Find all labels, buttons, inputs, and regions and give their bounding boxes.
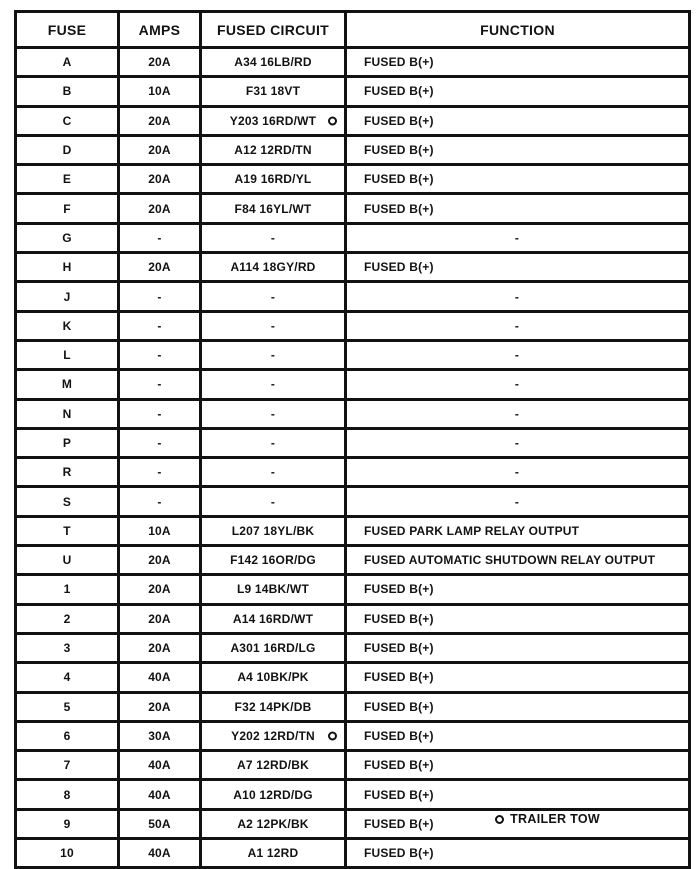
function-cell: FUSED B(+) — [346, 839, 690, 868]
table-row — [16, 516, 690, 545]
circuit-label: Y203 16RD/WT — [229, 113, 317, 128]
fuse-id-cell: R — [16, 458, 119, 487]
circuit-cell — [201, 692, 346, 721]
function-cell: FUSED B(+) — [346, 780, 690, 809]
amps-cell: - — [119, 340, 201, 369]
circuit-label: A301 16RD/LG — [230, 641, 316, 656]
circuit-cell — [201, 575, 346, 604]
fuse-id-cell: F — [16, 194, 119, 223]
amps-cell: 20A — [119, 575, 201, 604]
legend-label: TRAILER TOW — [510, 812, 600, 826]
amps-cell: 20A — [119, 165, 201, 194]
amps-cell: 40A — [119, 663, 201, 692]
circuit-label: - — [270, 377, 276, 392]
circuit-cell — [201, 370, 346, 399]
fuse-id-cell: 7 — [16, 751, 119, 780]
circuit-label: A114 18GY/RD — [230, 260, 316, 275]
circuit-cell — [201, 311, 346, 340]
function-cell: FUSED B(+) — [346, 633, 690, 662]
trailer-tow-icon — [328, 116, 337, 125]
fuse-id-cell: 10 — [16, 839, 119, 868]
circuit-cell — [201, 780, 346, 809]
table-row — [16, 282, 690, 311]
function-cell: FUSED B(+) — [346, 194, 690, 223]
fuse-id-cell: K — [16, 311, 119, 340]
circuit-label: - — [270, 348, 276, 363]
header-row — [16, 12, 690, 48]
fuse-id-cell: 2 — [16, 604, 119, 633]
function-cell: FUSED B(+) — [346, 77, 690, 106]
circuit-label: - — [270, 230, 276, 245]
circuit-label: A10 12RD/DG — [233, 787, 313, 802]
fuse-table — [14, 10, 691, 869]
amps-cell: 20A — [119, 692, 201, 721]
amps-cell: 20A — [119, 194, 201, 223]
circuit-cell — [201, 663, 346, 692]
amps-cell: - — [119, 370, 201, 399]
fuse-id-cell: N — [16, 399, 119, 428]
circuit-cell — [201, 194, 346, 223]
function-cell: FUSED B(+) — [346, 751, 690, 780]
circuit-cell — [201, 340, 346, 369]
fuse-id-cell: 9 — [16, 809, 119, 838]
fuse-id-cell: J — [16, 282, 119, 311]
circuit-label: A4 10BK/PK — [237, 670, 309, 685]
amps-cell: 40A — [119, 839, 201, 868]
circuit-cell — [201, 428, 346, 457]
circuit-cell — [201, 458, 346, 487]
table-row — [16, 311, 690, 340]
function-cell: FUSED B(+) — [346, 135, 690, 164]
circuit-label: Y202 12RD/TN — [231, 728, 315, 743]
function-cell: FUSED B(+) — [346, 106, 690, 135]
legend — [14, 812, 688, 826]
circuit-label: A14 16RD/WT — [232, 611, 314, 626]
function-cell: FUSED B(+) — [346, 253, 690, 282]
amps-cell: 20A — [119, 106, 201, 135]
amps-cell: 40A — [119, 780, 201, 809]
amps-cell: - — [119, 428, 201, 457]
function-cell: - — [346, 311, 690, 340]
circuit-cell — [201, 546, 346, 575]
fuse-id-cell: T — [16, 516, 119, 545]
circuit-cell — [201, 106, 346, 135]
circuit-cell — [201, 839, 346, 868]
fuse-id-cell: D — [16, 135, 119, 164]
fuse-id-cell: B — [16, 77, 119, 106]
header-fuse: FUSE — [16, 12, 119, 48]
circuit-cell — [201, 253, 346, 282]
amps-cell: 20A — [119, 48, 201, 77]
table-row — [16, 751, 690, 780]
table-row — [16, 399, 690, 428]
amps-cell: 10A — [119, 516, 201, 545]
fuse-id-cell: H — [16, 253, 119, 282]
amps-cell: 50A — [119, 809, 201, 838]
table-row — [16, 721, 690, 750]
table-row — [16, 253, 690, 282]
circuit-cell — [201, 604, 346, 633]
circuit-label: A19 16RD/YL — [234, 172, 312, 187]
function-cell: FUSED AUTOMATIC SHUTDOWN RELAY OUTPUT — [346, 546, 690, 575]
fuse-id-cell: A — [16, 48, 119, 77]
circuit-label: A1 12RD — [247, 846, 299, 861]
function-cell: FUSED B(+) — [346, 721, 690, 750]
circuit-label: F84 16YL/WT — [234, 201, 312, 216]
fuse-id-cell: 5 — [16, 692, 119, 721]
table-row — [16, 663, 690, 692]
circuit-label: - — [270, 406, 276, 421]
table-row — [16, 135, 690, 164]
circuit-cell — [201, 751, 346, 780]
table-row — [16, 575, 690, 604]
amps-cell: - — [119, 311, 201, 340]
circuit-label: - — [270, 494, 276, 509]
amps-cell: - — [119, 458, 201, 487]
circuit-label: F32 14PK/DB — [234, 699, 312, 714]
header-circuit: FUSED CIRCUIT — [201, 12, 346, 48]
header-amps: AMPS — [119, 12, 201, 48]
circuit-label: A34 16LB/RD — [234, 55, 312, 70]
function-cell: FUSED B(+) — [346, 604, 690, 633]
circuit-cell — [201, 516, 346, 545]
circuit-cell — [201, 633, 346, 662]
fuse-id-cell: 1 — [16, 575, 119, 604]
table-row — [16, 194, 690, 223]
function-cell: - — [346, 399, 690, 428]
circuit-label: A2 12PK/BK — [237, 816, 309, 831]
function-cell: FUSED B(+) — [346, 48, 690, 77]
fuse-id-cell: E — [16, 165, 119, 194]
table-row — [16, 604, 690, 633]
fuse-id-cell: L — [16, 340, 119, 369]
circuit-cell — [201, 487, 346, 516]
circuit-label: L9 14BK/WT — [236, 582, 309, 597]
circuit-label: - — [270, 465, 276, 480]
table-row — [16, 48, 690, 77]
table-row — [16, 106, 690, 135]
amps-cell: 20A — [119, 604, 201, 633]
table-row — [16, 428, 690, 457]
circuit-cell — [201, 135, 346, 164]
fuse-table-body — [16, 48, 690, 868]
circuit-label: - — [270, 318, 276, 333]
function-cell: - — [346, 223, 690, 252]
amps-cell: 10A — [119, 77, 201, 106]
fuse-id-cell: U — [16, 546, 119, 575]
circuit-label: - — [270, 436, 276, 450]
table-row — [16, 633, 690, 662]
circuit-cell — [201, 165, 346, 194]
circuit-label: F142 16OR/DG — [230, 553, 316, 568]
function-cell: FUSED B(+) — [346, 575, 690, 604]
fuse-id-cell: 8 — [16, 780, 119, 809]
fuse-id-cell: G — [16, 223, 119, 252]
table-row — [16, 692, 690, 721]
table-row — [16, 165, 690, 194]
circuit-cell — [201, 223, 346, 252]
circuit-label: A7 12RD/BK — [236, 758, 310, 773]
fuse-table-header — [16, 12, 690, 48]
function-cell: FUSED PARK LAMP RELAY OUTPUT — [346, 516, 690, 545]
fuse-id-cell: P — [16, 428, 119, 457]
circuit-cell — [201, 77, 346, 106]
table-row — [16, 458, 690, 487]
function-cell: FUSED B(+) — [346, 692, 690, 721]
amps-cell: 20A — [119, 546, 201, 575]
trailer-tow-icon — [328, 731, 337, 740]
function-cell: - — [346, 428, 690, 457]
fuse-id-cell: 6 — [16, 721, 119, 750]
table-row — [16, 546, 690, 575]
function-cell: FUSED B(+) — [346, 663, 690, 692]
table-row — [16, 370, 690, 399]
circuit-label: - — [270, 289, 276, 304]
function-cell: - — [346, 458, 690, 487]
circuit-cell — [201, 282, 346, 311]
amps-cell: - — [119, 223, 201, 252]
circuit-label: L207 18YL/BK — [231, 523, 315, 538]
table-row — [16, 340, 690, 369]
trailer-tow-icon — [495, 815, 504, 824]
fuse-table-container — [14, 10, 691, 869]
fuse-id-cell: C — [16, 106, 119, 135]
function-cell: - — [346, 282, 690, 311]
circuit-label: F31 18VT — [245, 84, 301, 99]
function-cell: - — [346, 487, 690, 516]
fuse-id-cell: 4 — [16, 663, 119, 692]
amps-cell: - — [119, 399, 201, 428]
function-cell: FUSED B(+) — [346, 165, 690, 194]
table-row — [16, 223, 690, 252]
amps-cell: 20A — [119, 633, 201, 662]
circuit-cell — [201, 721, 346, 750]
function-cell: - — [346, 340, 690, 369]
function-cell: FUSED B(+) — [346, 809, 690, 838]
amps-cell: 40A — [119, 751, 201, 780]
header-function: FUNCTION — [346, 12, 690, 48]
function-cell: - — [346, 370, 690, 399]
table-row — [16, 77, 690, 106]
amps-cell: 30A — [119, 721, 201, 750]
circuit-cell — [201, 399, 346, 428]
table-row — [16, 487, 690, 516]
amps-cell: 20A — [119, 253, 201, 282]
fuse-id-cell: M — [16, 370, 119, 399]
amps-cell: - — [119, 487, 201, 516]
fuse-id-cell: S — [16, 487, 119, 516]
amps-cell: - — [119, 282, 201, 311]
circuit-cell — [201, 48, 346, 77]
table-row — [16, 780, 690, 809]
fuse-id-cell: 3 — [16, 633, 119, 662]
amps-cell: 20A — [119, 135, 201, 164]
table-row — [16, 839, 690, 868]
circuit-label: A12 12RD/TN — [234, 143, 312, 158]
